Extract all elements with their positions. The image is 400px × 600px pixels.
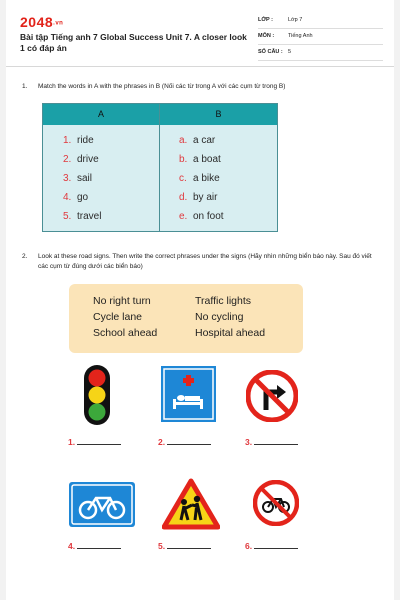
- phrase-4: No cycling: [195, 311, 244, 323]
- meta-class: LỚP : Lớp 7: [258, 14, 383, 29]
- answer-blank-4[interactable]: 4.: [68, 541, 121, 551]
- school-ahead-icon: [162, 478, 220, 530]
- list-item-b2: b. a boat: [179, 154, 221, 165]
- worksheet-page: 2048.vn Bài tập Tiếng anh 7 Global Success Unit 7. A closer look 1 có đáp án LỚP : Lớp 7 MÔN : Tiếng Anh SỐ CÂU : 5 1. Match the words in A with the phrases in B (Nối các từ trong A với các cụm từ trong B) A B 1. ride 2. drive 3. sail 4. go 5. travel a. a car b. a boat c. a bike d. by air e. on foot 2. Look at these road signs. Then write the correct phrases under the signs (Hãy nhìn những biển báo này. Sau đó viết các cụm từ đúng dưới các biển báo) No right turn Traffic lights Cycle lane No cycling School ahead Hospital ahead 1. 2. 3. 4. 5. 6.: [6, 0, 394, 600]
- phrase-box: [69, 284, 303, 353]
- phrase-1: No right turn: [93, 295, 151, 307]
- cycle-lane-icon: [69, 482, 135, 527]
- meta-question-count: SỐ CÂU : 5: [258, 46, 383, 61]
- list-item-a4: 4. go: [63, 192, 89, 203]
- list-item-a5: 5. travel: [63, 211, 102, 222]
- phrase-6: Hospital ahead: [195, 327, 266, 339]
- list-item-b3: c. a bike: [179, 173, 220, 184]
- list-item-b4: d. by air: [179, 192, 218, 203]
- answer-blank-5[interactable]: 5.: [158, 541, 211, 551]
- column-divider: [159, 125, 160, 231]
- answer-blank-6[interactable]: 6.: [245, 541, 298, 551]
- list-item-b1: a. a car: [179, 135, 216, 146]
- list-item-b5: e. on foot: [179, 211, 224, 222]
- column-b-header: B: [160, 104, 277, 125]
- traffic-lights-icon: [82, 364, 112, 426]
- column-a-header: A: [43, 104, 160, 125]
- phrase-2: Traffic lights: [195, 295, 252, 307]
- list-item-a2: 2. drive: [63, 154, 99, 165]
- answer-blank-2[interactable]: 2.: [158, 437, 211, 447]
- no-cycling-icon: [253, 480, 299, 526]
- document-title: Bài tập Tiếng anh 7 Global Success Unit 7. A closer look 1 có đáp án: [20, 32, 247, 53]
- header-divider: [6, 66, 394, 67]
- list-item-a3: 3. sail: [63, 173, 93, 184]
- site-logo[interactable]: 2048.vn: [20, 14, 64, 30]
- no-right-turn-icon: [246, 370, 298, 422]
- answer-blank-3[interactable]: 3.: [245, 437, 298, 447]
- match-table: [42, 103, 278, 232]
- meta-subject: MÔN : Tiếng Anh: [258, 30, 383, 45]
- hospital-ahead-icon: [161, 366, 216, 422]
- phrase-5: School ahead: [93, 327, 158, 339]
- list-item-a1: 1. ride: [63, 135, 94, 146]
- answer-blank-1[interactable]: 1.: [68, 437, 121, 447]
- phrase-3: Cycle lane: [93, 311, 143, 323]
